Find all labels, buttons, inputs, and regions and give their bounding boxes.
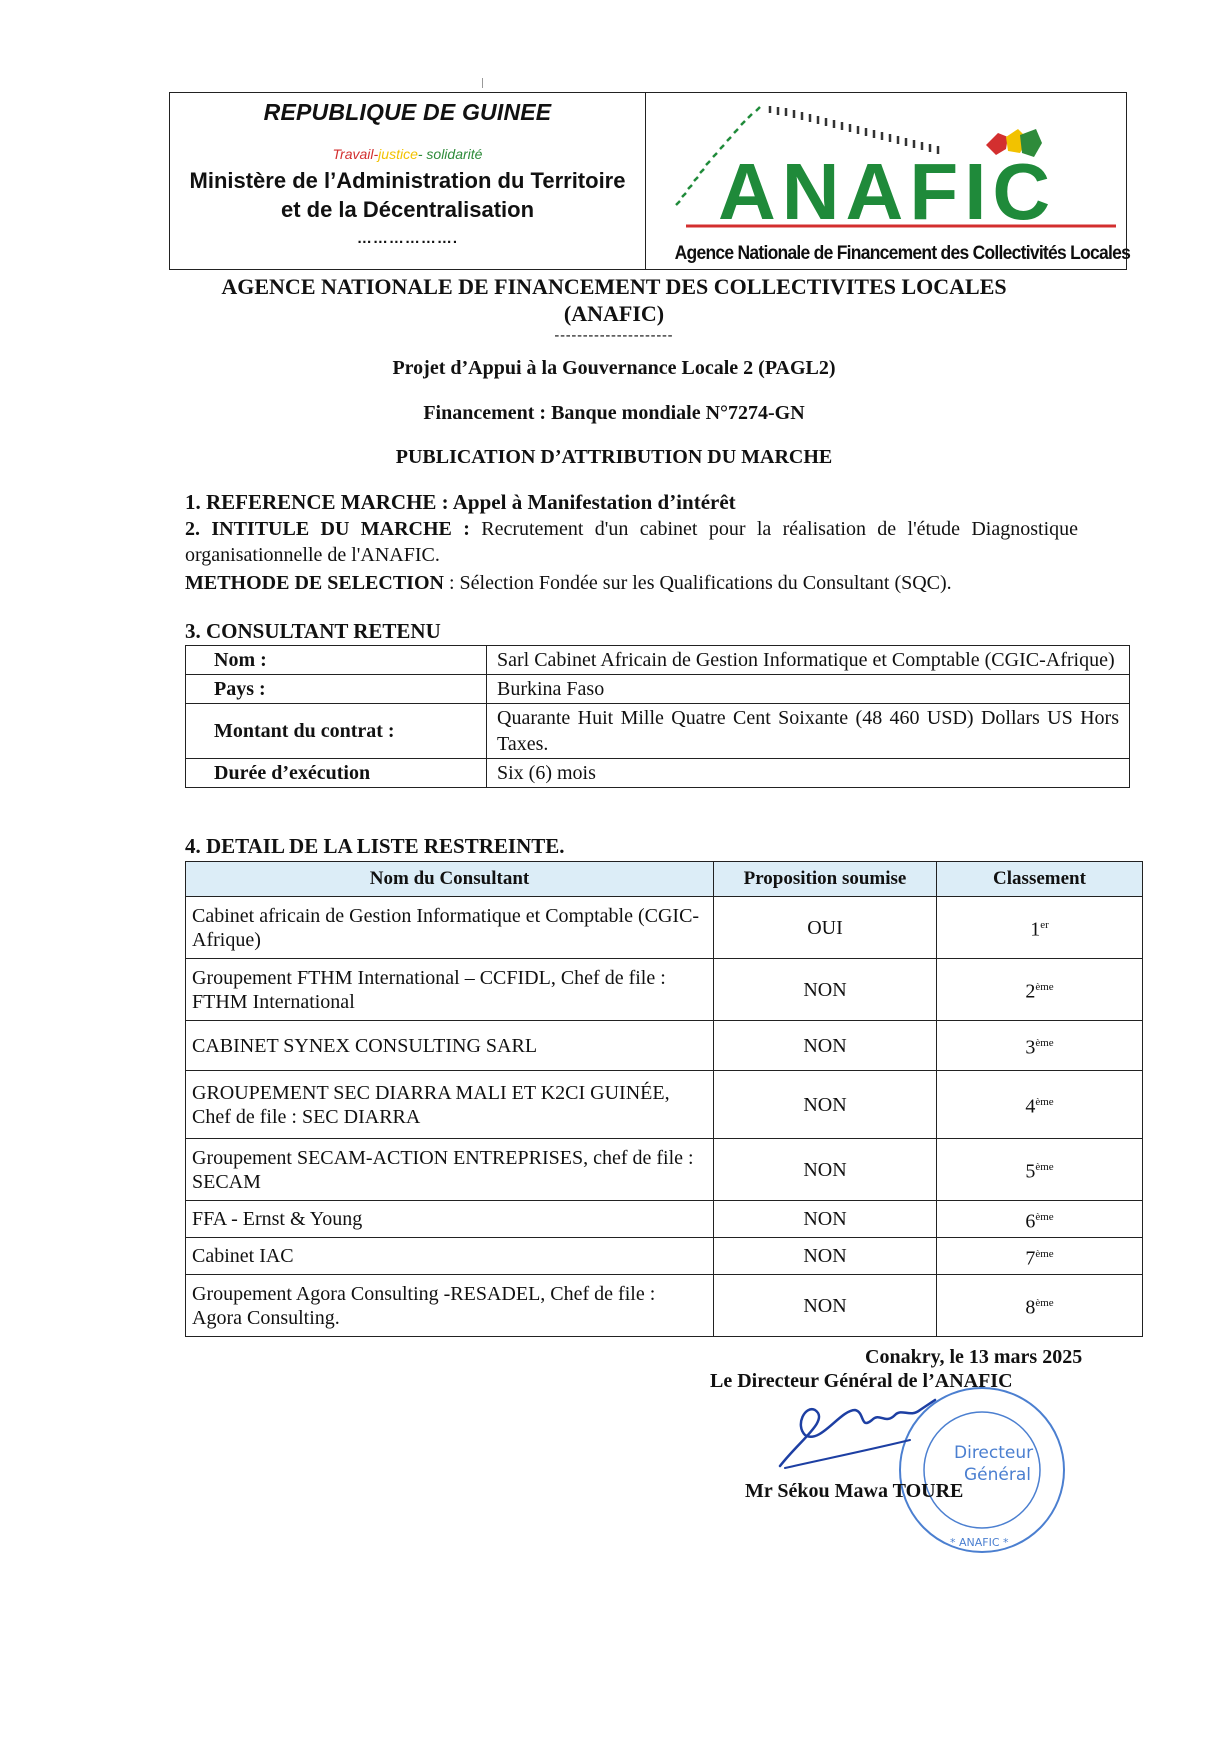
rank-suffix: ème xyxy=(1035,1210,1054,1223)
proposal-status: NON xyxy=(714,959,937,1021)
stamp-line-2: Général xyxy=(964,1465,1031,1485)
official-stamp-and-signature xyxy=(760,1380,1080,1560)
consultant-value: Six (6) mois xyxy=(487,759,1130,788)
letterhead-right xyxy=(646,93,1131,269)
stamp-line-1: Directeur xyxy=(954,1443,1034,1463)
rank-suffix: ème xyxy=(1035,1247,1054,1260)
agency-title-line-1: AGENCE NATIONALE DE FINANCEMENT DES COLLECTIVITES LOCALES xyxy=(221,274,1007,299)
logo-subtitle: Agence Nationale de Financement des Collectivités Locales xyxy=(674,243,1131,264)
rank-suffix: ème xyxy=(1035,1037,1054,1050)
consultant-label: Montant du contrat : xyxy=(186,704,487,759)
ranking xyxy=(937,1021,1143,1071)
consultant-name: Cabinet IAC xyxy=(186,1238,714,1275)
market-title-label: 2. INTITULE DU MARCHE : xyxy=(185,518,470,540)
letterhead-left xyxy=(170,93,646,269)
consultant-table xyxy=(185,645,1130,788)
rank-number: 7 xyxy=(1025,1247,1036,1270)
ministry-line-2: et de la Décentralisation xyxy=(280,197,535,222)
motto-part-2: justice xyxy=(378,146,418,162)
consultant-label: Pays : xyxy=(186,675,487,704)
placeholder-dots: ………………. xyxy=(356,230,459,247)
publication-title: PUBLICATION D’ATTRIBUTION DU MARCHE xyxy=(395,446,833,468)
proposal-status: NON xyxy=(714,1238,937,1275)
place-and-date: Conakry, le 13 mars 2025 xyxy=(865,1346,1083,1368)
market-reference: 1. REFERENCE MARCHE : Appel à Manifestation d’intérêt xyxy=(185,490,736,514)
national-motto xyxy=(170,146,645,162)
table-row xyxy=(186,646,1130,675)
table-row xyxy=(186,704,1130,759)
table-row xyxy=(186,759,1130,788)
consultant-value: Quarante Huit Mille Quatre Cent Soixante (48 460 USD) Dollars US Hors Taxes. xyxy=(487,704,1130,759)
consultant-name: Groupement FTHM International – CCFIDL, Chef de file : FTHM International xyxy=(186,959,714,1021)
consultant-name: Groupement SECAM-ACTION ENTREPRISES, chef de file : SECAM xyxy=(186,1139,714,1201)
agency-title xyxy=(0,273,1228,327)
rank-number: 2 xyxy=(1025,980,1036,1003)
motto-part-3: - solidarité xyxy=(417,146,483,162)
motto-part-1: Travail- xyxy=(332,146,379,162)
ranking xyxy=(937,1238,1143,1275)
table-row xyxy=(186,1021,1143,1071)
consultant-name: FFA - Ernst & Young xyxy=(186,1201,714,1238)
rank-suffix: ème xyxy=(1035,1161,1054,1174)
rank-suffix: ème xyxy=(1035,981,1054,994)
column-header: Nom du Consultant xyxy=(186,862,714,897)
rank-number: 5 xyxy=(1025,1160,1036,1183)
rank-number: 3 xyxy=(1025,1036,1036,1059)
ranking xyxy=(937,1275,1143,1337)
logo-text: ANAFIC xyxy=(718,147,1057,236)
margin-mark xyxy=(482,78,483,88)
rank-suffix: er xyxy=(1040,919,1049,932)
signature-flourish xyxy=(785,1440,910,1468)
table-row xyxy=(186,897,1143,959)
table-header-row xyxy=(186,862,1143,897)
shortlist-table xyxy=(185,861,1143,1337)
market-title-paragraph xyxy=(185,516,1078,568)
director-title: Le Directeur Général de l’ANAFIC xyxy=(710,1370,1013,1392)
table-row xyxy=(186,1071,1143,1139)
ranking xyxy=(937,1201,1143,1238)
ministry-name xyxy=(170,166,645,224)
financing-line: Financement : Banque mondiale N°7274-GN xyxy=(423,402,805,424)
proposal-status: NON xyxy=(714,1201,937,1238)
market-title-text: Recrutement d'un cabinet pour la réalisation de l'étude Diagnostique organisationnelle de l'ANAFIC. xyxy=(185,518,1078,566)
selection-method-label: METHODE DE SELECTION xyxy=(185,572,444,594)
ranking xyxy=(937,897,1143,959)
column-header: Proposition soumise xyxy=(714,862,937,897)
consultant-name: GROUPEMENT SEC DIARRA MALI ET K2CI GUINÉE, Chef de file : SEC DIARRA xyxy=(186,1071,714,1139)
table-row xyxy=(186,1238,1143,1275)
consultant-heading: 3. CONSULTANT RETENU xyxy=(185,619,441,643)
consultant-value: Sarl Cabinet Africain de Gestion Informatique et Comptable (CGIC-Afrique) xyxy=(487,646,1130,675)
table-row xyxy=(186,1139,1143,1201)
rank-number: 4 xyxy=(1025,1095,1036,1118)
column-header: Classement xyxy=(937,862,1143,897)
consultant-label: Nom : xyxy=(186,646,487,675)
rank-number: 6 xyxy=(1025,1210,1036,1233)
proposal-status: OUI xyxy=(714,897,937,959)
ranking xyxy=(937,1139,1143,1201)
proposal-status: NON xyxy=(714,1139,937,1201)
republic-title: REPUBLIQUE DE GUINEE xyxy=(263,99,552,125)
stamp-bottom-text: * ANAFIC * xyxy=(950,1536,1009,1549)
table-row xyxy=(186,675,1130,704)
ranking xyxy=(937,1071,1143,1139)
ranking xyxy=(937,959,1143,1021)
selection-method xyxy=(185,570,1078,596)
rank-suffix: ème xyxy=(1035,1096,1054,1109)
project-title: Projet d’Appui à la Gouvernance Locale 2 (PAGL2) xyxy=(392,357,836,379)
proposal-status: NON xyxy=(714,1021,937,1071)
proposal-status: NON xyxy=(714,1275,937,1337)
table-row xyxy=(186,1275,1143,1337)
table-row xyxy=(186,1201,1143,1238)
agency-title-line-2: (ANAFIC) xyxy=(563,301,665,326)
letterhead xyxy=(169,92,1131,270)
title-separator: --------------------- xyxy=(554,328,674,343)
consultant-value: Burkina Faso xyxy=(487,675,1130,704)
table-row xyxy=(186,959,1143,1021)
ministry-line-1: Ministère de l’Administration du Territoire xyxy=(189,168,626,193)
selection-method-text: : Sélection Fondée sur les Qualifications du Consultant (SQC). xyxy=(443,572,952,594)
proposal-status: NON xyxy=(714,1071,937,1139)
consultant-name: CABINET SYNEX CONSULTING SARL xyxy=(186,1021,714,1071)
rank-number: 8 xyxy=(1025,1296,1036,1319)
shortlist-heading: 4. DETAIL DE LA LISTE RESTREINTE. xyxy=(185,834,565,858)
consultant-name: Cabinet africain de Gestion Informatique et Comptable (CGIC-Afrique) xyxy=(186,897,714,959)
consultant-label: Durée d’exécution xyxy=(186,759,487,788)
rank-suffix: ème xyxy=(1035,1297,1054,1310)
consultant-name: Groupement Agora Consulting -RESADEL, Chef de file : Agora Consulting. xyxy=(186,1275,714,1337)
rank-number: 1 xyxy=(1030,918,1041,941)
handwritten-signature xyxy=(780,1400,935,1466)
signer-name: Mr Sékou Mawa TOURE xyxy=(745,1480,964,1502)
